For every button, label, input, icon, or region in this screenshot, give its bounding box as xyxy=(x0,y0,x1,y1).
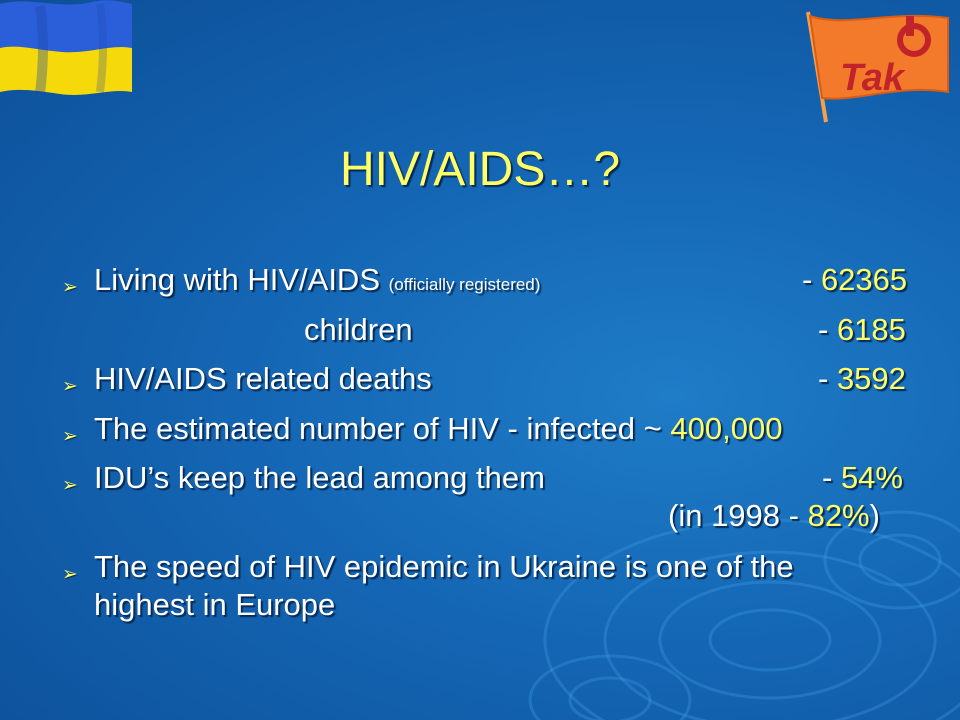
item-living-label xyxy=(94,262,540,303)
bullet-arrow-icon: ➢ xyxy=(62,277,78,298)
item-deaths-label: HIV/AIDS related deaths xyxy=(94,361,432,396)
sub-suffix: ) xyxy=(869,498,880,533)
dash: - xyxy=(802,262,821,297)
item-estimated-value: 400,000 xyxy=(670,411,783,446)
item-idu-1998 xyxy=(668,498,880,534)
tak-logo-text: Tak xyxy=(840,57,905,99)
item-deaths-value xyxy=(818,361,906,397)
item-speed-line1: The speed of HIV epidemic in Ukraine is one of the xyxy=(94,549,794,584)
item-estimated-text: The estimated number of HIV - infected ~ xyxy=(94,411,662,446)
tak-logo-icon xyxy=(798,6,956,124)
item-living-text: Living with HIV/AIDS xyxy=(94,262,380,297)
value-highlight: 82% xyxy=(807,498,870,533)
dash: - xyxy=(818,312,837,347)
item-living-note: (officially registered) xyxy=(388,275,541,294)
item-children-label: children xyxy=(304,312,413,347)
item-speed-line2: highest in Europe xyxy=(94,587,336,622)
bullet-arrow-icon: ➢ xyxy=(62,475,78,496)
dash: - xyxy=(822,460,841,495)
value-highlight: 54% xyxy=(840,460,903,495)
sub-prefix: (in 1998 - xyxy=(668,498,808,533)
value-highlight: 6185 xyxy=(836,312,906,347)
item-estimated-label xyxy=(94,411,782,447)
item-idu-label: IDU’s keep the lead among them xyxy=(94,460,545,495)
value-highlight: 3592 xyxy=(836,361,906,396)
bullet-arrow-icon: ➢ xyxy=(62,376,78,397)
dash: - xyxy=(818,361,837,396)
slide-title: HIV/AIDS…? xyxy=(339,143,621,196)
bullet-arrow-icon: ➢ xyxy=(62,426,78,447)
bullet-arrow-icon: ➢ xyxy=(62,564,78,585)
ukraine-flag-icon xyxy=(0,0,136,100)
value-highlight: 62365 xyxy=(820,262,908,297)
item-children-value xyxy=(818,312,906,348)
item-living-value xyxy=(802,262,907,298)
item-idu-value xyxy=(822,460,903,496)
